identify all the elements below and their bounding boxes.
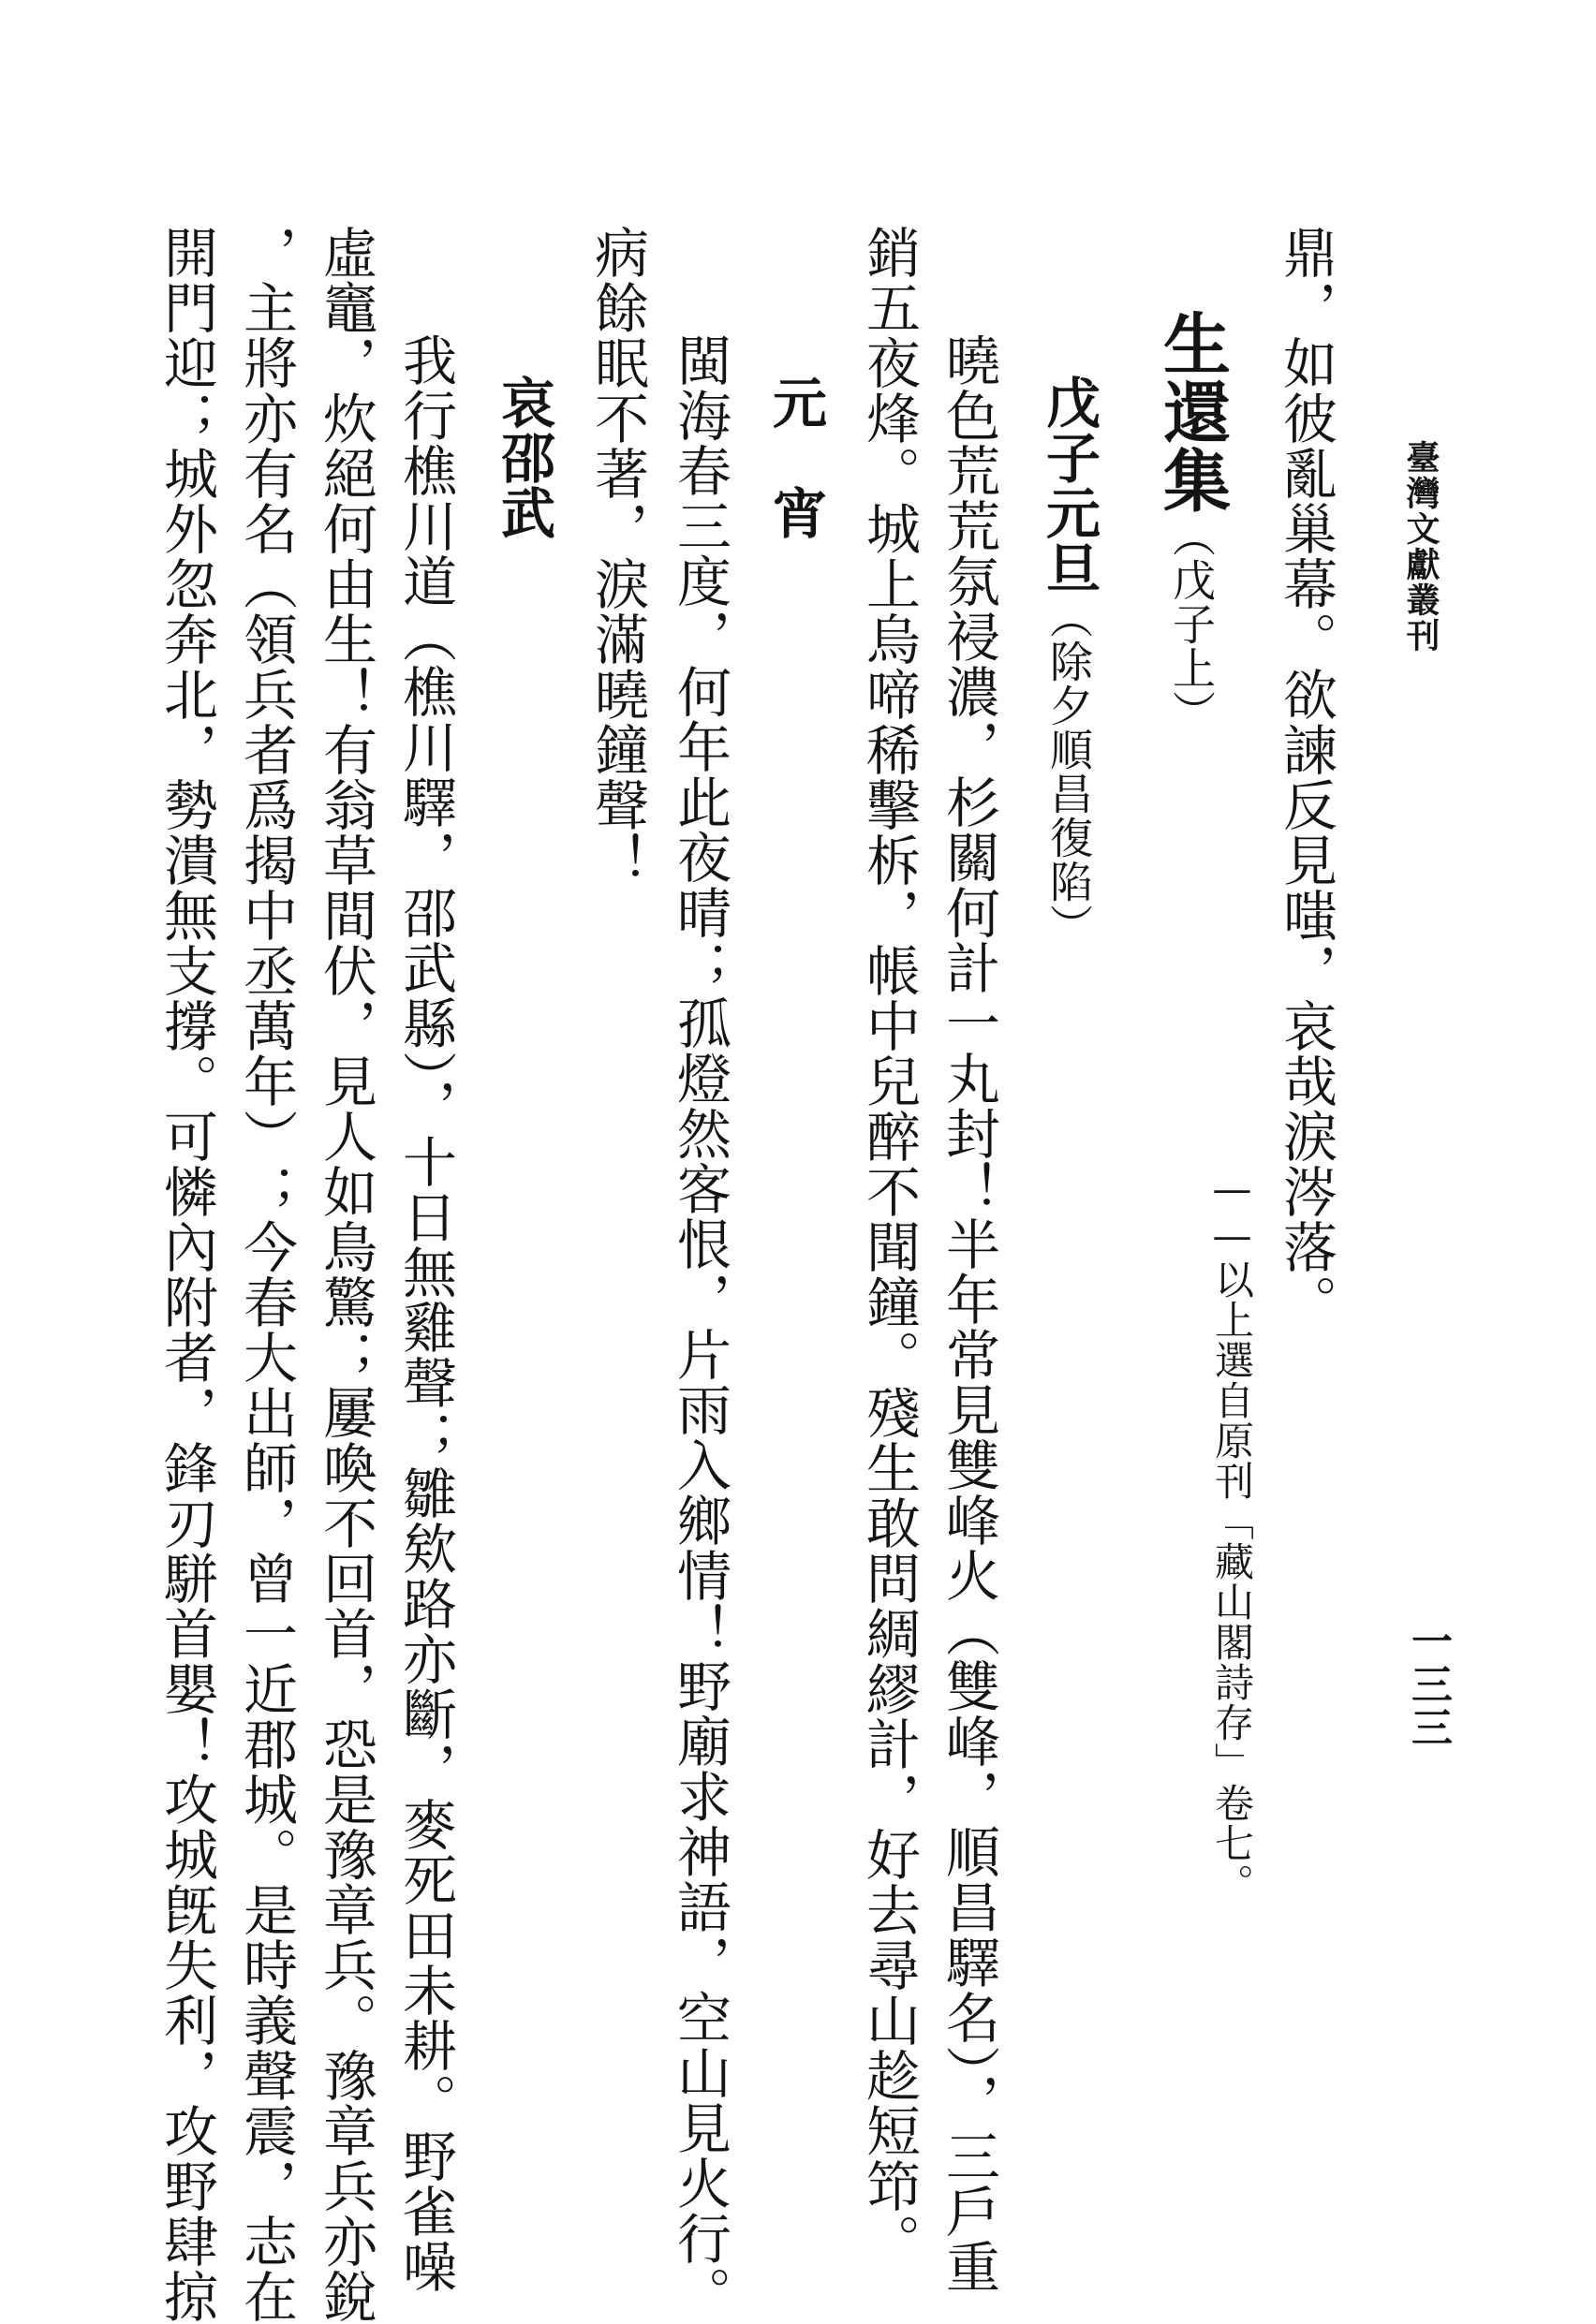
poem-heading [1038, 375, 1100, 948]
page-number: 一三三 [1404, 1620, 1452, 1749]
series-title: 臺灣文獻叢刊 [1401, 440, 1441, 654]
poem-title: 元 宵 [763, 375, 827, 540]
text-column: 我行樵川道（樵川驛，邵武縣），十日無雞聲；雛欸路亦斷，麥死田未耕。野雀噪 [393, 332, 457, 2294]
text-column: ，主將亦有名（領兵者爲揭中丞萬年）；今春大出師，曾一近郡城。是時義聲震，志在 [234, 225, 298, 2324]
source-note: ——以上選自原刊「藏山閣詩存」卷七。 [1209, 1166, 1255, 1904]
text-column: 開門迎；城外忽奔北，勢潰無支撐。可憐內附者，鋒刃駢首嬰！攻城旣失利，攻野肆掠 [155, 225, 218, 2324]
poem-title: 戊子元旦 [1037, 375, 1101, 596]
text-column: 閩海春三度，何年此夜晴；孤燈然客恨，片雨入鄉情！野廟求神語，空山見火行。 [668, 332, 732, 2321]
text-column: 病餘眠不著，淚滿曉鐘聲！ [585, 225, 649, 888]
text-column: 虛竈，炊絕何由生！有翁草間伏，見人如鳥驚；屢喚不回首，恐是豫章兵。豫章兵亦銳 [314, 225, 377, 2324]
text-column: 曉色荒荒氛祲濃，杉關何計一丸封！半年常見雙峰火（雙峰，順昌驛名），三戶重 [937, 332, 1000, 2294]
poem-title-note: （除夕順昌復陷） [1043, 596, 1094, 948]
text-column: 鼎，如彼亂巢幕。欲諫反見嗤，哀哉淚涔落。 [1274, 225, 1337, 1330]
collection-title: 生還集 [1152, 309, 1232, 514]
text-column: 銷五夜烽。城上烏啼稀擊柝，帳中兒醉不聞鐘。殘生敢問綢繆計，好去尋山趁短笻。 [857, 225, 921, 2269]
poem-title: 哀邵武 [492, 375, 555, 540]
collection-heading [1143, 309, 1240, 734]
collection-note: （戊子上） [1166, 514, 1217, 734]
